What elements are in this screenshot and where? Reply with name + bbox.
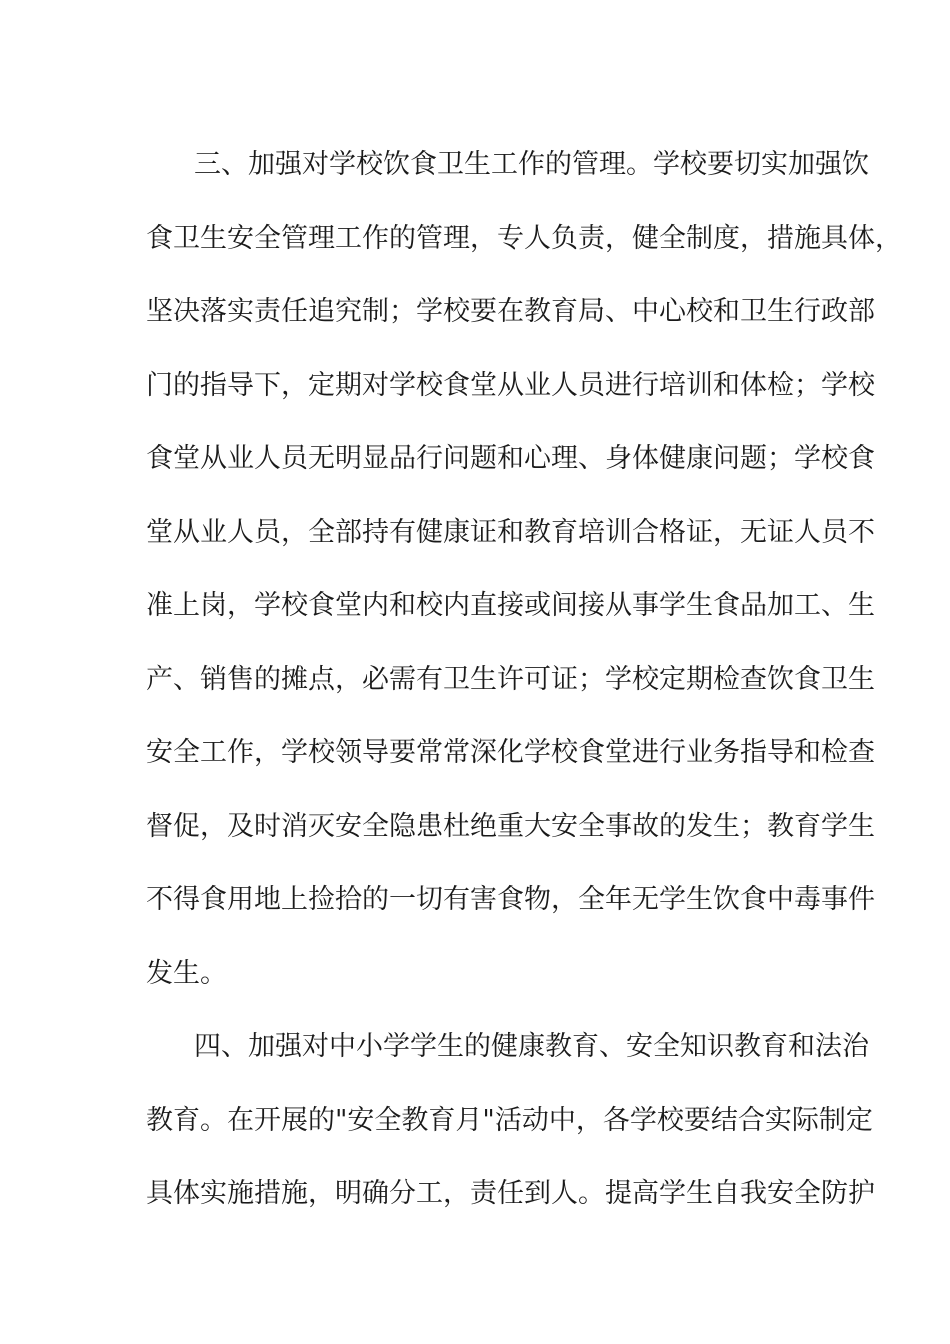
paragraph-4-line-3: 具体实施措施，明确分工，责任到人。提高学生自我安全防护 [146,1178,875,1209]
paragraph-3-line-11: 不得食用地上捡拾的一切有害食物，全年无学生饮食中毒事件 [146,884,875,915]
paragraph-3-line-2: 食卫生安全管理工作的管理，专人负责，健全制度，措施具体， [146,222,902,254]
paragraph-3-line-3: 坚决落实责任追究制；学校要在教育局、中心校和卫生行政部 [146,296,875,327]
paragraph-3-line-1: 三、加强对学校饮食卫生工作的管理。学校要切实加强饮 [194,149,869,180]
document-body [146,128,902,1231]
paragraph-3-line-4: 门的指导下，定期对学校食堂从业人员进行培训和体检；学校 [146,369,875,401]
paragraph-4-line-1: 四、加强对中小学学生的健康教育、安全知识教育和法治 [194,1031,869,1062]
paragraph-3-line-5: 食堂从业人员无明显品行问题和心理、身体健康问题；学校食 [146,443,875,474]
paragraph-3-line-9: 安全工作，学校领导要常常深化学校食堂进行业务指导和检查 [146,737,875,768]
paragraph-3-line-10: 督促，及时消灭安全隐患杜绝重大安全事故的发生；教育学生 [146,810,875,842]
paragraph-3-line-8: 产、销售的摊点，必需有卫生许可证；学校定期检查饮食卫生 [146,663,875,695]
paragraph-4-line-2: 教育。在开展的"安全教育月"活动中，各学校要结合实际制定 [146,1104,873,1136]
paragraph-3-line-7: 准上岗，学校食堂内和校内直接或间接从事学生食品加工、生 [146,590,875,621]
paragraph-3-line-6: 堂从业人员，全部持有健康证和教育培训合格证，无证人员不 [146,516,875,548]
paragraph-3-line-12: 发生。 [146,957,227,989]
